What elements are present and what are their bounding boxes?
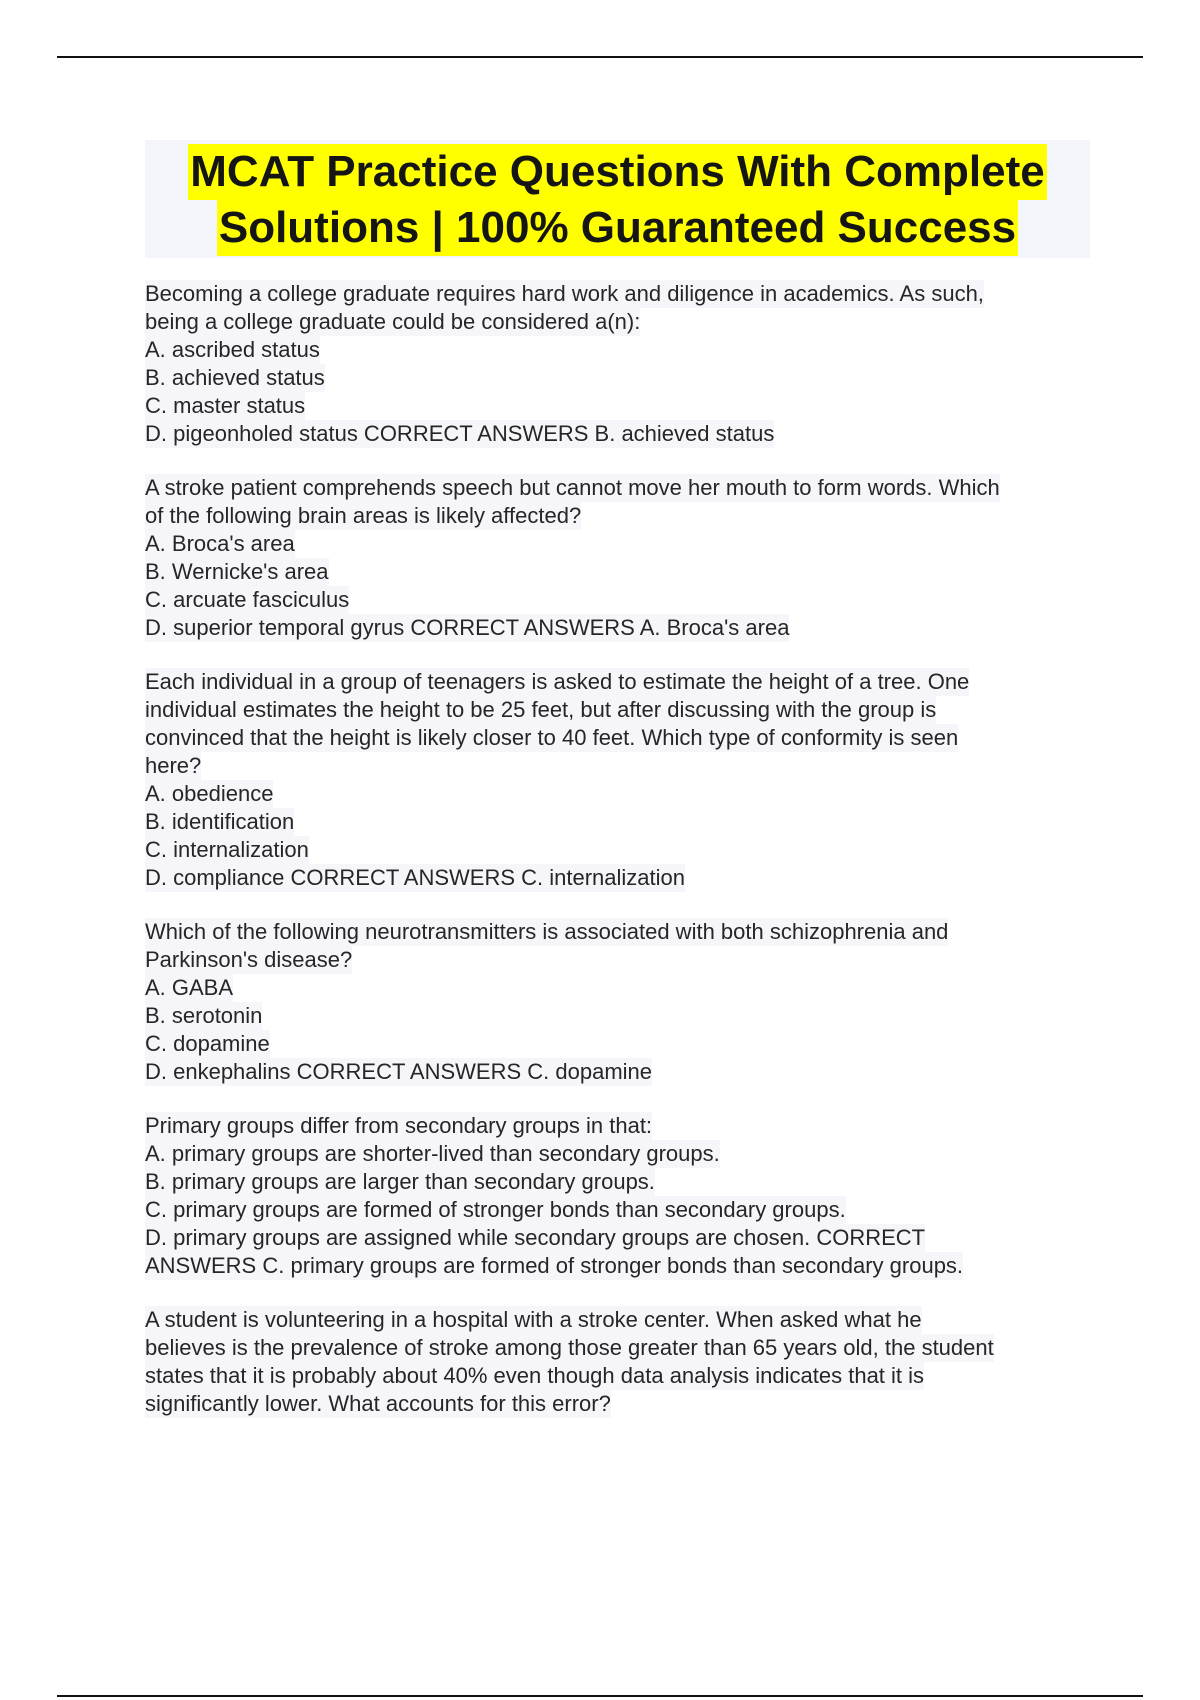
header-rule bbox=[57, 56, 1143, 58]
question-text-line: A stroke patient comprehends speech but cannot move her mouth to form words. Which bbox=[145, 475, 1000, 500]
question-block bbox=[145, 668, 1090, 892]
answer-option-with-correct-answer: D. primary groups are assigned while secondary groups are chosen. CORRECT bbox=[145, 1225, 926, 1250]
question-text-line: being a college graduate could be considered a(n): bbox=[145, 309, 641, 334]
answer-option: B. Wernicke's area bbox=[145, 559, 329, 584]
question-block bbox=[145, 474, 1090, 642]
question-text-line: of the following brain areas is likely affected? bbox=[145, 503, 582, 528]
question-block bbox=[145, 918, 1090, 1086]
answer-option: B. achieved status bbox=[145, 365, 325, 390]
question-block bbox=[145, 1112, 1090, 1280]
title-line-1: MCAT Practice Questions With Complete bbox=[188, 144, 1046, 200]
answer-option: B. serotonin bbox=[145, 1003, 263, 1028]
question-text-line: Each individual in a group of teenagers is asked to estimate the height of a tree. One bbox=[145, 669, 970, 694]
question-text-line: Primary groups differ from secondary groups in that: bbox=[145, 1113, 653, 1138]
question-text-line: Which of the following neurotransmitters is associated with both schizophrenia and bbox=[145, 919, 949, 944]
answer-option: C. master status bbox=[145, 393, 306, 418]
question-text-line: significantly lower. What accounts for this error? bbox=[145, 1391, 611, 1416]
answer-option-with-correct-answer: D. pigeonholed status CORRECT ANSWERS B. achieved status bbox=[145, 421, 775, 446]
answer-option: C. arcuate fasciculus bbox=[145, 587, 350, 612]
answer-option: C. internalization bbox=[145, 837, 309, 862]
answer-option: A. primary groups are shorter-lived than secondary groups. bbox=[145, 1141, 720, 1166]
question-text-line: A student is volunteering in a hospital with a stroke center. When asked what he bbox=[145, 1307, 922, 1332]
answer-option: A. obedience bbox=[145, 781, 274, 806]
question-text-line: states that it is probably about 40% even though data analysis indicates that it is bbox=[145, 1363, 925, 1388]
question-text-line: Becoming a college graduate requires hard work and diligence in academics. As such, bbox=[145, 281, 984, 306]
question-text-line: believes is the prevalence of stroke among those greater than 65 years old, the student bbox=[145, 1335, 994, 1360]
answer-option: C. dopamine bbox=[145, 1031, 270, 1056]
answer-option: B. primary groups are larger than secondary groups. bbox=[145, 1169, 655, 1194]
question-block bbox=[145, 1306, 1090, 1418]
question-text-line: here? bbox=[145, 753, 202, 778]
question-block bbox=[145, 280, 1090, 448]
answer-option: B. identification bbox=[145, 809, 295, 834]
answer-option-with-correct-answer: D. compliance CORRECT ANSWERS C. internalization bbox=[145, 865, 685, 890]
answer-option: A. ascribed status bbox=[145, 337, 320, 362]
answer-option-with-correct-answer: D. superior temporal gyrus CORRECT ANSWERS A. Broca's area bbox=[145, 615, 790, 640]
question-text-line: convinced that the height is likely closer to 40 feet. Which type of conformity is seen bbox=[145, 725, 959, 750]
document-title bbox=[145, 140, 1090, 258]
answer-option: A. Broca's area bbox=[145, 531, 295, 556]
answer-option: A. GABA bbox=[145, 975, 234, 1000]
title-line-2: Solutions | 100% Guaranteed Success bbox=[217, 200, 1018, 256]
question-text-line: Parkinson's disease? bbox=[145, 947, 353, 972]
document-body bbox=[145, 140, 1090, 1444]
footer-rule bbox=[57, 1695, 1143, 1697]
answer-option: C. primary groups are formed of stronger bonds than secondary groups. bbox=[145, 1197, 846, 1222]
question-text-line: individual estimates the height to be 25 feet, but after discussing with the group is bbox=[145, 697, 937, 722]
correct-answer-continuation: ANSWERS C. primary groups are formed of stronger bonds than secondary groups. bbox=[145, 1253, 964, 1278]
answer-option-with-correct-answer: D. enkephalins CORRECT ANSWERS C. dopamine bbox=[145, 1059, 653, 1084]
